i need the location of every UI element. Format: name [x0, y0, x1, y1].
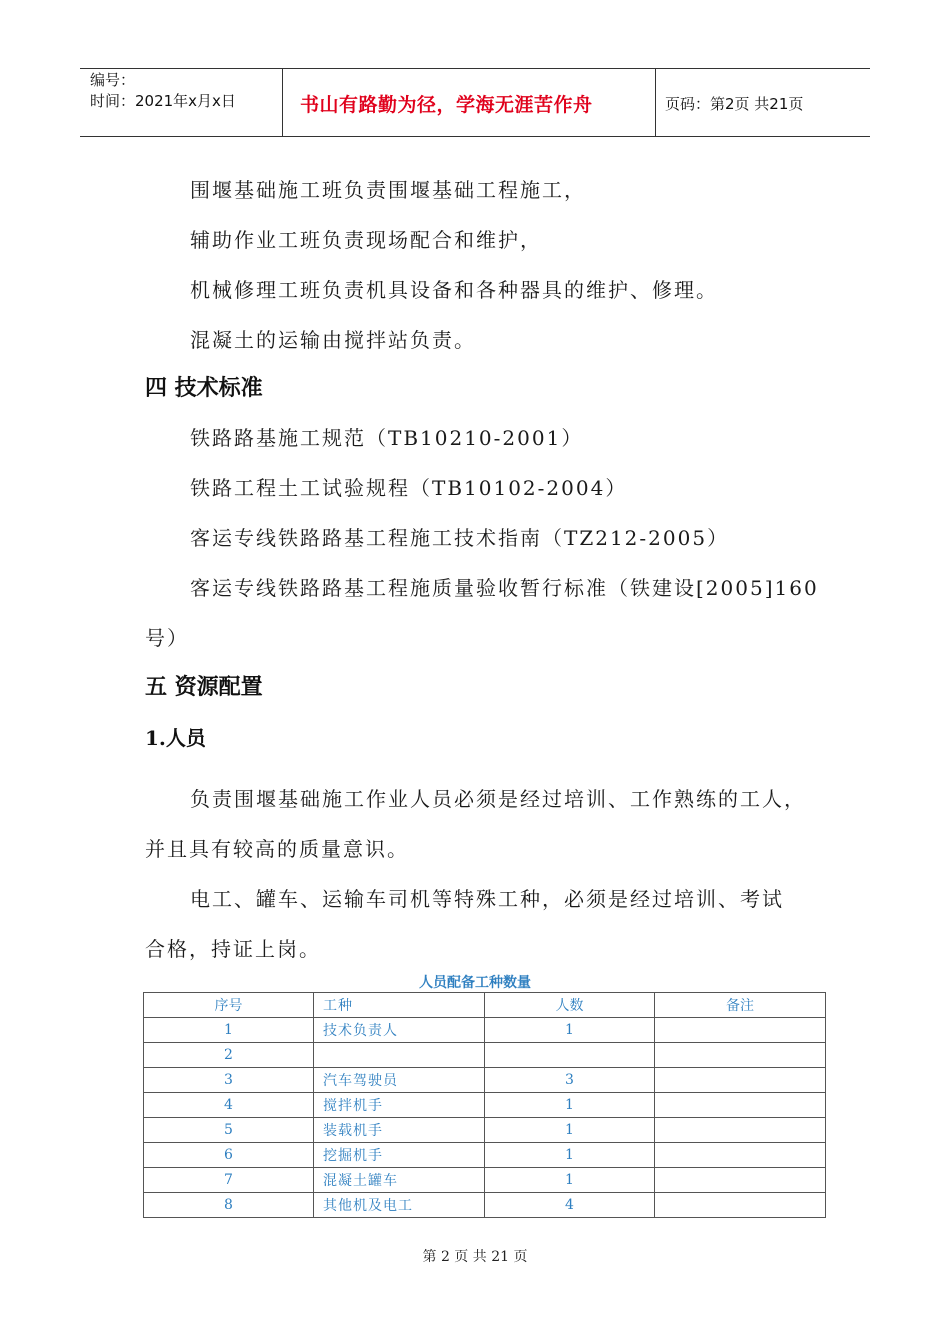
- cell-index: 4: [144, 1093, 314, 1118]
- table-row: [144, 1143, 826, 1168]
- header-top-rule: [80, 68, 870, 69]
- staff-table: [143, 992, 826, 1218]
- cell-remark: [655, 1143, 826, 1168]
- time-label: 时间：2021年x月x日: [90, 92, 236, 110]
- cell-trade: 装载机手: [314, 1118, 485, 1143]
- cell-count: 1: [485, 1168, 655, 1193]
- header-bottom-rule: [80, 136, 870, 137]
- standard-1: 铁路路基施工规范（TB10210-2001）: [190, 426, 584, 450]
- table-row: [144, 1093, 826, 1118]
- cell-remark: [655, 1093, 826, 1118]
- header-cell-trade: 工种: [314, 993, 485, 1018]
- standard-3: 客运专线铁路路基工程施工技术指南（TZ212-2005）: [190, 526, 730, 550]
- header-cell-count: 人数: [485, 993, 655, 1018]
- header-meta: [90, 70, 236, 112]
- cell-index: 3: [144, 1068, 314, 1093]
- section-4-heading: 四 技术标准: [145, 376, 263, 401]
- header-page-number: 页码：第2页 共21页: [665, 95, 804, 113]
- cell-count: 1: [485, 1118, 655, 1143]
- table-row: [144, 1118, 826, 1143]
- header-motto: 书山有路勤为径，学海无涯苦作舟: [300, 94, 593, 116]
- cell-remark: [655, 1018, 826, 1043]
- cell-index: 5: [144, 1118, 314, 1143]
- table-row: [144, 1043, 826, 1068]
- personnel-para-2-line-1: 电工、罐车、运输车司机等特殊工种，必须是经过培训、考试: [190, 887, 784, 911]
- cell-index: 2: [144, 1043, 314, 1068]
- cell-trade: 挖掘机手: [314, 1143, 485, 1168]
- paragraph-2: 辅助作业工班负责现场配合和维护，: [190, 228, 542, 252]
- personnel-para-1-line-2: 并且具有较高的质量意识。: [145, 837, 409, 861]
- cell-index: 8: [144, 1193, 314, 1218]
- cell-count: 4: [485, 1193, 655, 1218]
- header-divider-right: [655, 68, 656, 136]
- cell-remark: [655, 1043, 826, 1068]
- header-cell-remark: 备注: [655, 993, 826, 1018]
- table-row: [144, 1068, 826, 1093]
- standard-4-line-1: 客运专线铁路路基工程施质量验收暂行标准（铁建设[2005]160: [190, 576, 819, 600]
- standard-4-line-2: 号）: [145, 626, 189, 650]
- table-header-row: [144, 993, 826, 1018]
- subsection-personnel: 1.人员: [145, 726, 206, 750]
- cell-trade: 汽车驾驶员: [314, 1068, 485, 1093]
- cell-count: 3: [485, 1068, 655, 1093]
- cell-trade: 技术负责人: [314, 1018, 485, 1043]
- cell-remark: [655, 1118, 826, 1143]
- cell-remark: [655, 1193, 826, 1218]
- table-row: [144, 1193, 826, 1218]
- header-divider-left: [282, 68, 283, 136]
- personnel-para-1-line-1: 负责围堰基础施工作业人员必须是经过培训、工作熟练的工人，: [190, 787, 806, 811]
- cell-trade: 搅拌机手: [314, 1093, 485, 1118]
- number-label: 编号：: [90, 71, 136, 89]
- table-caption: 人员配备工种数量: [419, 975, 531, 991]
- cell-index: 6: [144, 1143, 314, 1168]
- cell-trade: [314, 1043, 485, 1068]
- paragraph-1: 围堰基础施工班负责围堰基础工程施工，: [190, 178, 586, 202]
- cell-index: 1: [144, 1018, 314, 1043]
- paragraph-4: 混凝土的运输由搅拌站负责。: [190, 328, 476, 352]
- cell-trade: 其他机及电工: [314, 1193, 485, 1218]
- cell-count: 1: [485, 1143, 655, 1168]
- header-cell-index: 序号: [144, 993, 314, 1018]
- table-row: [144, 1018, 826, 1043]
- cell-remark: [655, 1068, 826, 1093]
- page-footer: 第 2 页 共 21 页: [422, 1249, 528, 1265]
- personnel-para-2-line-2: 合格，持证上岗。: [145, 937, 321, 961]
- table-row: [144, 1168, 826, 1193]
- cell-trade: 混凝土罐车: [314, 1168, 485, 1193]
- cell-count: 1: [485, 1018, 655, 1043]
- cell-index: 7: [144, 1168, 314, 1193]
- section-5-heading: 五 资源配置: [145, 675, 263, 700]
- standard-2: 铁路工程土工试验规程（TB10102-2004）: [190, 476, 628, 500]
- cell-remark: [655, 1168, 826, 1193]
- paragraph-3: 机械修理工班负责机具设备和各种器具的维护、修理。: [190, 278, 718, 302]
- cell-count: [485, 1043, 655, 1068]
- cell-count: 1: [485, 1093, 655, 1118]
